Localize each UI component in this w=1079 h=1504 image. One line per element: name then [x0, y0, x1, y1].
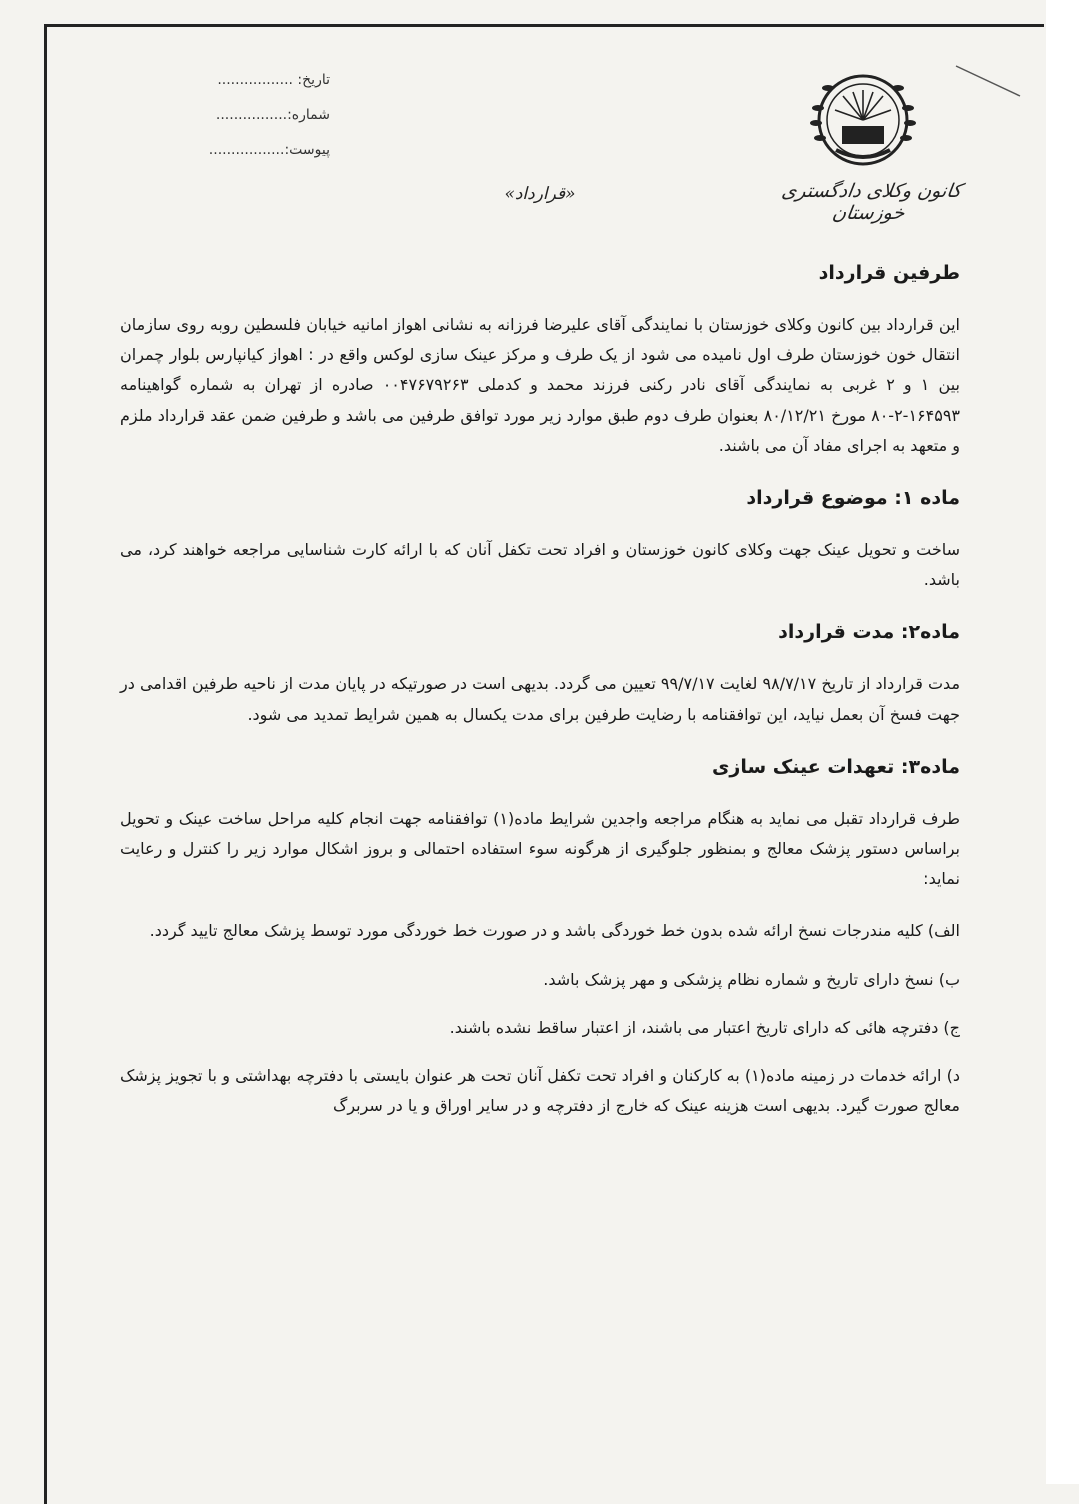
attachment-field: پیوست:.................: [208, 142, 330, 158]
document-meta: [160, 72, 330, 177]
paragraph: ساخت و تحویل عینک جهت وکلای کانون خوزستان و افراد تحت تکفل آنان که با ارائه کارت شناسایی مراجعه خواهند کرد، می باشد.: [120, 540, 960, 590]
date-field: تاریخ: .................: [217, 72, 330, 88]
paragraph: مدت قرارداد از تاریخ ۹۸/۷/۱۷ لغایت ۹۹/۷/۱۷ تعیین می گردد. بدیهی است در صورتیکه در پایان مدت از ناحیه طرفین اقدامی در جهت فسخ آن بعمل نیاید، این توافقنامه با رضایت طرفین برای مدت یکسال به همین شرایط تمدید می شود.: [120, 674, 961, 724]
section-heading: ماده ۱: موضوع قرارداد: [746, 487, 960, 510]
contract-body: [120, 258, 960, 1139]
number-field: شماره:................: [215, 107, 330, 123]
clause-item: الف) کلیه مندرجات نسخ ارائه شده بدون خط خوردگی باشد و در صورت خط خوردگی مورد توسط پزشک معالج تایید گردد.: [149, 921, 960, 941]
clause-item: د) ارائه خدمات در زمینه ماده(۱) به کارکنان و افراد تحت تکفل آنان تحت هر عنوان بایستی با دفترچه بهداشتی و با تجویز پزشک معالج صورت گیرد. بدیهی است هزینه عینک که خارج از دفترچه و در سایر اوراق و یا در سربرگ: [120, 1066, 961, 1116]
section-heading: ماده۳: تعهدات عینک سازی: [711, 755, 960, 778]
document-title: «قرارداد»: [504, 184, 576, 204]
organization-name: کانون وکلای دادگستری خوزستان: [780, 180, 963, 224]
clause-item: ج) دفترچه هائی که دارای تاریخ اعتبار می باشند، از اعتبار ساقط نشده باشند.: [449, 1017, 960, 1037]
paragraph: این قرارداد بین کانون وکلای خوزستان با نمایندگی آقای علیرضا فرزانه به نشانی اهواز امانیه خیابان فلسطین روبه روی سازمان انتقال خون خوزستان طرف اول نامیده می شود از یک طرف و مرکز عینک سازی لوکس واقع در : اهواز کیانپارس بلوار چمران بین ۱ و ۲ غربی به نمایندگی آقای نادر رکنی فرزند محمد و کدملی ۰۰۴۷۶۷۹۲۶۳ صادره از تهران به شماره گواهینامه ۱۶۴۵۹۳-۲-۸۰ مورخ ۸۰/۱۲/۲۱ بعنوان طرف دوم طبق موارد زیر مورد توافق طرفین می باشد و طرفین ضمن عقد قرارداد ملزم و متعهد به اجرای مفاد آن می باشند.: [120, 315, 961, 455]
paragraph: طرف قرارداد تقبل می نماید به هنگام مراجعه واجدین شرایط ماده(۱) توافقنامه جهت انجام کلیه مراحل ساخت عینک و تحویل براساس دستور پزشک معالج و بمنظور جلوگیری از هرگونه سوء استفاده احتمالی و بروز اشکال موارد زیر را کنترل و رعایت نماید:: [120, 808, 960, 889]
bar-association-emblem-icon: [798, 68, 928, 178]
scan-edge: [1046, 0, 1079, 1484]
clause-item: ب) نسخ دارای تاریخ و شماره نظام پزشکی و مهر پزشک باشد.: [543, 969, 960, 989]
section-heading: ماده۲: مدت قرارداد: [778, 621, 960, 644]
section-heading: طرفین قرارداد: [818, 262, 960, 284]
pen-stroke: [954, 60, 1024, 100]
